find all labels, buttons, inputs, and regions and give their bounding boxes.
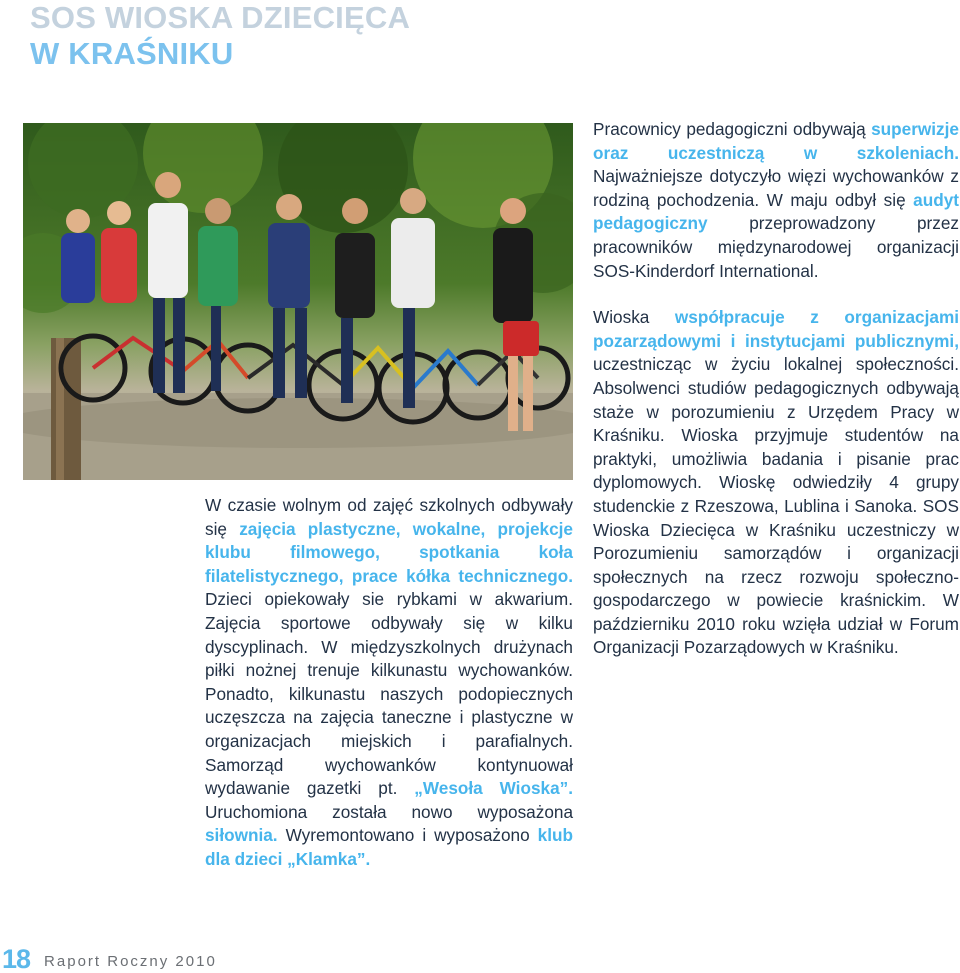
text-span: W czasie wolnym od zajęć szkolnych odbywały się (205, 495, 573, 539)
page-footer (2, 945, 217, 973)
right-paragraph-2 (593, 306, 959, 660)
text-span: Najważniejsze dotyczyło więzi wychowanków z rodziną pochodzenia. W maju odbył się (593, 166, 959, 210)
group-photo (23, 123, 573, 480)
text-span: Pracownicy pedagogiczni odbywają (593, 119, 872, 139)
text-span: przeprowadzony przez pracowników międzynarodowej organizacji SOS-Kinderdorf International. (593, 213, 959, 281)
right-text-column (593, 118, 959, 683)
page-number: 18 (2, 944, 31, 973)
title-line-2: W KRAŚNIKU (30, 36, 234, 71)
text-span: Uruchomiona została nowo wyposażona (205, 801, 573, 822)
highlight-span: zajęcia plastyczne, wokalne, projekcje klubu filmowego, spotkania koła filatelistycznego, prace kółka technicznego. (205, 518, 573, 586)
highlight-span: współpracuje z organizacjami pozarządowymi i instytucjami publicznymi, (593, 307, 960, 351)
highlight-span: klub dla dzieci „Klamka”. (205, 825, 573, 869)
right-paragraph-1 (593, 118, 959, 283)
text-span: Dzieci opiekowały sie rybkami w akwarium. Zajęcia sportowe odbywały się w kilku dyscyplinach. W międzyszkolnych drużynach piłki nożnej trenuje kilkunastu wychowanków. Ponadto, kilkunastu naszych podopiecznych uczęszcza na zajęcia taneczne i plastyczne w organizacjach miejskich i parafialnych. Samorząd wychowanków kontynuował wydawanie gazetki pt. (205, 589, 573, 799)
text-span: Wioska (593, 307, 675, 328)
title-line-1: SOS WIOSKA DZIECIĘCA (30, 0, 411, 35)
highlight-span: superwizje oraz uczestniczą w szkoleniach. (593, 119, 959, 163)
highlight-span: „Wesoła Wioska”. (414, 778, 573, 799)
highlight-span: siłownia. (205, 825, 278, 846)
highlight-span: audyt pedagogiczny (593, 189, 959, 234)
left-paragraph (205, 494, 573, 872)
group-photo-icon (23, 123, 573, 480)
text-span: uczestnicząc w życiu lokalnej społeczności. Absolwenci studiów pedagogicznych odbywają staże w porozumieniu z Urzędem Pracy w Kraśniku. Wioska przyjmuje studentów na praktyki, umożliwia badania i pisanie prac dyplomowych. Wioskę odwiedziły 4 grupy studenckie z Rzeszowa, Lublina i Sanoka. SOS Wioska Dziecięca w Kraśniku uczestniczy w Porozumieniu samorządów i organizacji społecznych na rzecz rozwoju społeczno-gospodarczego w powiecie kraśnickim. W październiku 2010 roku wzięła udział w Forum Organizacji Pozarządowych w Kraśniku. (593, 354, 959, 658)
report-label: Raport Roczny 2010 (44, 953, 217, 970)
page-title (30, 0, 410, 72)
left-text-column (205, 494, 573, 895)
text-span: Wyremontowano i wyposażono (277, 825, 538, 846)
